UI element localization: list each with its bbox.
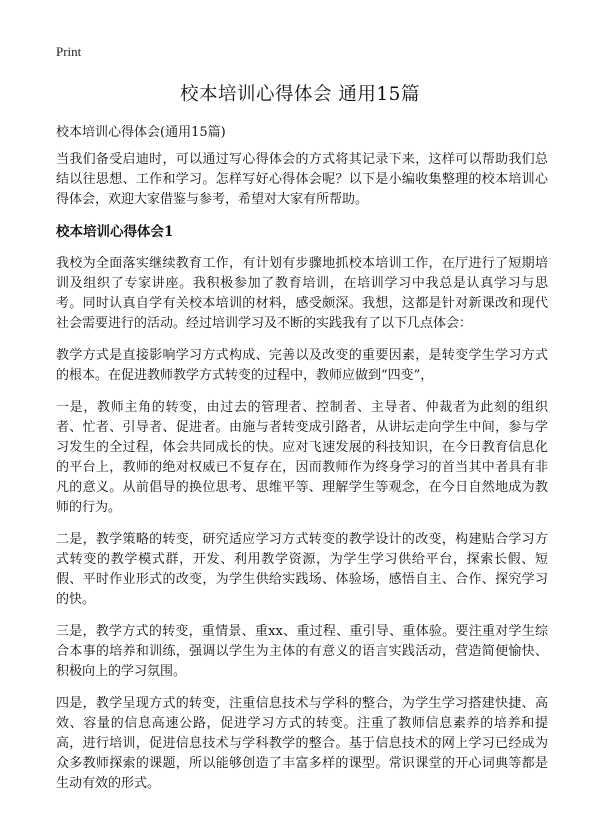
section-heading: 校本培训心得体会1	[56, 224, 174, 240]
document-subtitle: 校本培训心得体会(通用15篇)	[56, 125, 226, 140]
intro-paragraph: 当我们备受启迪时，可以通过写心得体会的方式将其记录下来，这样可以帮助我们总结以往思想、工作和学习。怎样写好心得体会呢？以下是小编收集整理的校本培训心得体会，欢迎大家借鉴与参考，希望对大家有所帮助。	[56, 152, 548, 207]
page-title: 校本培训心得体会 通用15篇	[180, 84, 420, 105]
body-paragraph: 一是，教师主角的转变，由过去的管理者、控制者、主导者、仲裁者为此刻的组织者、忙者、引导者、促进者。由施与者转变成引路者，从讲坛走向学生中间，参与学习发生的全过程，体会共同成长的快。应对飞速发展的科技知识，在今日教育信息化的平台上，教师的绝对权威已不复存在，因而教师作为终身学习的首当其中者具有非凡的意义。从前倡导的换位思考、思维平等、理解学生等观念，在今日自然地成为教师的行为。	[56, 400, 548, 515]
body-paragraph: 我校为全面落实继续教育工作，有计划有步骤地抓校本培训工作，在厅进行了短期培训及组织了专家讲座。我积极参加了教育培训，在培训学习中我总是认真学习与思考。同时认真自学有关校本培训的材料，感受颇深。我想，这都是针对新课改和现代社会需要进行的活动。经过培训学习及不断的实践我有了以下几点体会：	[56, 256, 548, 331]
document-body	[56, 150, 548, 806]
body-paragraph: 教学方式是直接影响学习方式构成、完善以及改变的重要因素，是转变学生学习方式的根本。在促进教师教学方式转变的过程中，教师应做到“四变”，	[56, 348, 548, 383]
body-paragraph: 三是，教学方式的转变，重情景、重xx、重过程、重引导、重体验。要注重对学生综合本事的培养和训练，强调以学生为主体的有意义的语言实践活动，营造简便愉快、积极向上的学习氛围。	[56, 624, 548, 679]
body-paragraph: 二是，教学策略的转变，研究适应学习方式转变的教学设计的改变，构建贴合学习方式转变的教学模式群，开发、利用教学资源，为学生学习供给平台，探索长假、短假、平时作业形式的改变，为学生供给实践场、体验场，感悟自主、合作、探究学习的快。	[56, 532, 548, 607]
body-paragraph: 四是，教学呈现方式的转变，注重信息技术与学科的整合，为学生学习搭建快捷、高效、容量的信息高速公路，促进学习方式的转变。注重了教师信息素养的培养和提高，进行培训，促进信息技术与学科教学的整合。基于信息技术的网上学习已经成为众多教师探索的课题，所以能够创造了丰富多样的课型。常识课堂的开心词典等都是生动有效的形式。	[56, 696, 548, 791]
print-link[interactable]: Print	[56, 44, 82, 59]
